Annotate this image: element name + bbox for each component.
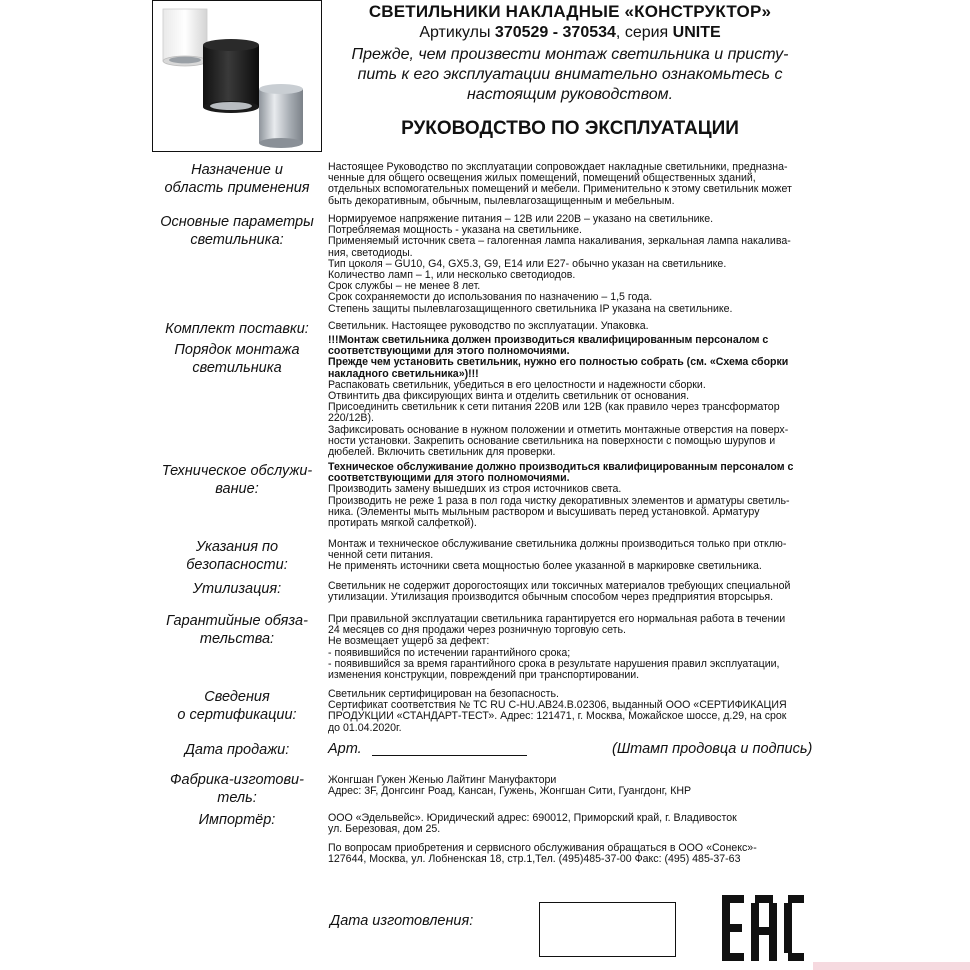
text-line: Зафиксировать основание в нужном положении и отметить монтажные отверстия на поверх- bbox=[328, 423, 789, 436]
params-label bbox=[152, 213, 322, 249]
label-line: Техническое обслужи- bbox=[161, 463, 313, 479]
label-line: область применения bbox=[164, 180, 310, 196]
text-line: ния, светодиоды. bbox=[328, 246, 413, 259]
importer-text bbox=[328, 813, 813, 835]
text-line: Светильник не содержит дорогостоящих или токсичных материалов требующих специальной bbox=[328, 580, 791, 592]
article-input-line[interactable] bbox=[372, 755, 527, 756]
purpose-text bbox=[328, 162, 813, 207]
label-line: Дата продажи: bbox=[184, 742, 290, 758]
params-text bbox=[328, 214, 813, 315]
text-line: Настоящее Руководство по эксплуатации сопровождает накладные светильники, предназна- bbox=[328, 161, 788, 173]
text-line: Адрес: 3F, Донгсинг Роад, Кансан, Гужень, Жонгшан Сити, Гуангдонг, КНР bbox=[328, 785, 692, 798]
text-line: быть декоративным, обычным, пылевлагозащищенным и мебельным. bbox=[328, 194, 675, 207]
label-line: о сертификации: bbox=[177, 707, 297, 723]
article-line bbox=[330, 24, 810, 42]
text-line: 220/12В). bbox=[328, 412, 374, 425]
text-line-bold: соответствующими для этого полномочиями. bbox=[328, 345, 570, 358]
purpose-label bbox=[152, 161, 322, 197]
kit-label bbox=[152, 320, 322, 338]
text-line-bold: !!!Монтаж светильника должен производиться квалифицированным персоналом с bbox=[328, 334, 769, 346]
manufacturer-label bbox=[152, 771, 322, 807]
text-line: Тип цоколя – GU10, G4, GX5.3, G9, E14 или E27- обычно указан на светильнике. bbox=[328, 257, 727, 270]
label-line: безопасности: bbox=[186, 557, 288, 573]
text-line-bold: Техническое обслуживание должно производиться квалифицированным персоналом с bbox=[328, 461, 794, 473]
text-line: ООО «Эдельвейс». Юридический адрес: 690012, Приморский край, г. Владивосток bbox=[328, 812, 737, 824]
text-line: Светильник сертифицирован на безопасность. bbox=[328, 688, 559, 700]
text-line-bold: соответствующими для этого полномочиями. bbox=[328, 472, 570, 485]
label-line: Назначение и bbox=[191, 162, 283, 178]
text-line: - появившийся по истечении гарантийного срока; bbox=[328, 646, 571, 659]
text-line: Потребляемая мощность - указана на светильнике. bbox=[328, 224, 582, 237]
manufacture-date-box[interactable] bbox=[539, 902, 676, 957]
sale-date-label bbox=[152, 741, 322, 759]
text-line: Срок службы – не менее 8 лет. bbox=[328, 280, 481, 293]
service-label bbox=[152, 462, 322, 498]
text-line: до 01.04.2020г. bbox=[328, 721, 402, 734]
article-numbers: 370529 - 370534 bbox=[494, 24, 616, 41]
service-text bbox=[328, 462, 813, 529]
text-line: ченные для общего освещения жилых помещений, помещений общественных зданий, bbox=[328, 172, 756, 185]
warning-line: пить к его эксплуатации внимательно ознакомьтесь с bbox=[357, 66, 783, 83]
label-line: Комплект поставки: bbox=[165, 321, 309, 337]
text-line: Сертификат соответствия № ТС RU C-HU.AB24.B.02306, выданный ООО «СЕРТИФИКАЦИЯ bbox=[328, 699, 787, 712]
text-line: Распаковать светильник, убедиться в его целостности и надежности сборки. bbox=[328, 378, 706, 391]
text-line: изменения конструкции, повреждений при транспортировании. bbox=[328, 669, 640, 682]
series-name: UNITE bbox=[672, 24, 721, 41]
text-line: Количество ламп – 1, или несколько светодиодов. bbox=[328, 269, 576, 282]
text-line: Жонгшан Гужен Женью Лайтинг Мануфактори bbox=[328, 774, 557, 786]
label-line: светильника: bbox=[190, 232, 284, 248]
series-prefix: , серия bbox=[615, 24, 673, 41]
warning-line: настоящим руководством. bbox=[466, 86, 674, 103]
safety-text bbox=[328, 539, 813, 573]
article-prefix: Артикулы bbox=[419, 24, 495, 41]
text-line: 24 месяцев со дня продажи через розничную торговую сеть. bbox=[328, 624, 626, 637]
label-line: Фабрика-изготови- bbox=[170, 772, 304, 788]
manufacture-date-label: Дата изготовления: bbox=[330, 913, 474, 929]
text-line-bold: накладного светильника»)!!! bbox=[328, 367, 479, 380]
text-line: Срок сохраняемости до использования по назначению – 1,5 года. bbox=[328, 291, 653, 304]
text-line: 127644, Москва, ул. Лобненская 18, стр.1,Тел. (495)485-37-00 Факс: (495) 485-37-63 bbox=[328, 853, 741, 866]
product-photo bbox=[152, 0, 322, 152]
text-line: протирать мягкой салфеткой). bbox=[328, 517, 477, 530]
warranty-label bbox=[152, 612, 322, 648]
manufacturer-text bbox=[328, 775, 813, 797]
label-line: тель: bbox=[217, 790, 257, 806]
text-line: При правильной эксплуатации светильника гарантируется его нормальная работа в течении bbox=[328, 613, 786, 625]
text-line: Монтаж и техническое обслуживание светильника должны производиться только при отклю- bbox=[328, 538, 787, 550]
certification-text bbox=[328, 689, 813, 734]
kit-text bbox=[328, 321, 813, 332]
text-line: ПРОДУКЦИИ «СТАНДАРТ-ТЕСТ». Адрес: 121471, г. Москва, Можайское шоссе, д.29, на срок bbox=[328, 710, 787, 723]
text-line: Светильник. Настоящее руководство по эксплуатации. Упаковка. bbox=[328, 320, 649, 332]
text-line: Производить не реже 1 раза в пол года чистку декоративных элементов и арматуры светиль- bbox=[328, 494, 790, 507]
warning-line: Прежде, чем произвести монтаж светильника и присту- bbox=[351, 46, 789, 63]
label-line: Сведения bbox=[204, 689, 270, 705]
seller-stamp-caption: (Штамп продовца и подпись) bbox=[612, 741, 813, 757]
article-field-label: Арт. bbox=[328, 741, 362, 757]
label-line: Импортёр: bbox=[198, 812, 276, 828]
label-line: Порядок монтажа bbox=[174, 342, 300, 358]
install-label bbox=[152, 341, 322, 377]
safety-label bbox=[152, 538, 322, 574]
label-line: Утилизация: bbox=[192, 581, 282, 597]
disposal-label bbox=[152, 580, 322, 598]
label-line: Основные параметры bbox=[160, 214, 314, 230]
text-line: Не применять источники света мощностью более указанной в маркировке светильника. bbox=[328, 560, 762, 573]
label-line: Указания по bbox=[195, 539, 279, 555]
eac-mark-icon bbox=[720, 893, 806, 968]
text-line: ченной сети питания. bbox=[328, 549, 434, 562]
text-line: Не возмещает ущерб за дефект: bbox=[328, 635, 490, 648]
text-line: Отвинтить два фиксирующих винта и отделить светильник от основания. bbox=[328, 390, 690, 403]
install-text bbox=[328, 335, 813, 458]
label-line: вание: bbox=[215, 481, 259, 497]
text-line-bold: Прежде чем установить светильник, нужно его полностью собрать (см. «Схема сборки bbox=[328, 356, 789, 369]
text-line: Применяемый источник света – галогенная лампа накаливания, зеркальная лампа накалива- bbox=[328, 235, 791, 248]
read-warning bbox=[330, 45, 810, 105]
text-line: ул. Березовая, дом 25. bbox=[328, 823, 441, 836]
text-line: утилизации. Утилизация производится обычным способом через предприятия вторсырья. bbox=[328, 591, 774, 604]
text-line: ника. (Элементы мыть мыльным раствором и высушивать перед установкой. Арматуру bbox=[328, 505, 760, 518]
certification-label bbox=[152, 688, 322, 724]
guide-title: РУКОВОДСТВО ПО ЭКСПЛУАТАЦИИ bbox=[401, 118, 739, 139]
disposal-text bbox=[328, 581, 813, 603]
text-line: Нормируемое напряжение питания – 12В или 220В – указано на светильнике. bbox=[328, 213, 714, 225]
service-contact-text bbox=[328, 843, 813, 865]
text-line: По вопросам приобретения и сервисного обслуживания обращаться в ООО «Сонекс»- bbox=[328, 842, 757, 854]
document-title: СВЕТИЛЬНИКИ НАКЛАДНЫЕ «КОНСТРУКТОР» bbox=[368, 2, 772, 21]
label-line: светильника bbox=[192, 360, 282, 376]
importer-label bbox=[152, 811, 322, 829]
warranty-text bbox=[328, 614, 813, 681]
text-line: Степень защиты пылевлагозащищенного светильника IP указана на светильнике. bbox=[328, 302, 733, 315]
text-line: Присоединить светильник к сети питания 220В или 12В (как правило через трансформатор bbox=[328, 401, 780, 414]
text-line: - появившийся за время гарантийного срока в результате нарушения правил эксплуатации, bbox=[328, 657, 780, 670]
label-line: Гарантийные обяза- bbox=[166, 613, 308, 629]
text-line: ности установки. Закрепить основание светильника на поверхности с помощью шурупов и bbox=[328, 434, 776, 447]
text-line: Производить замену вышедших из строя источников света. bbox=[328, 483, 622, 496]
text-line: отдельных вспомогательных помещений и мебели. Применительно к этому светильник может bbox=[328, 183, 792, 196]
text-line: дюбелей. Включить светильник для проверки. bbox=[328, 446, 556, 459]
label-line: тельства: bbox=[199, 631, 275, 647]
page-corner-mark bbox=[813, 962, 970, 970]
eac-logo bbox=[720, 893, 806, 963]
